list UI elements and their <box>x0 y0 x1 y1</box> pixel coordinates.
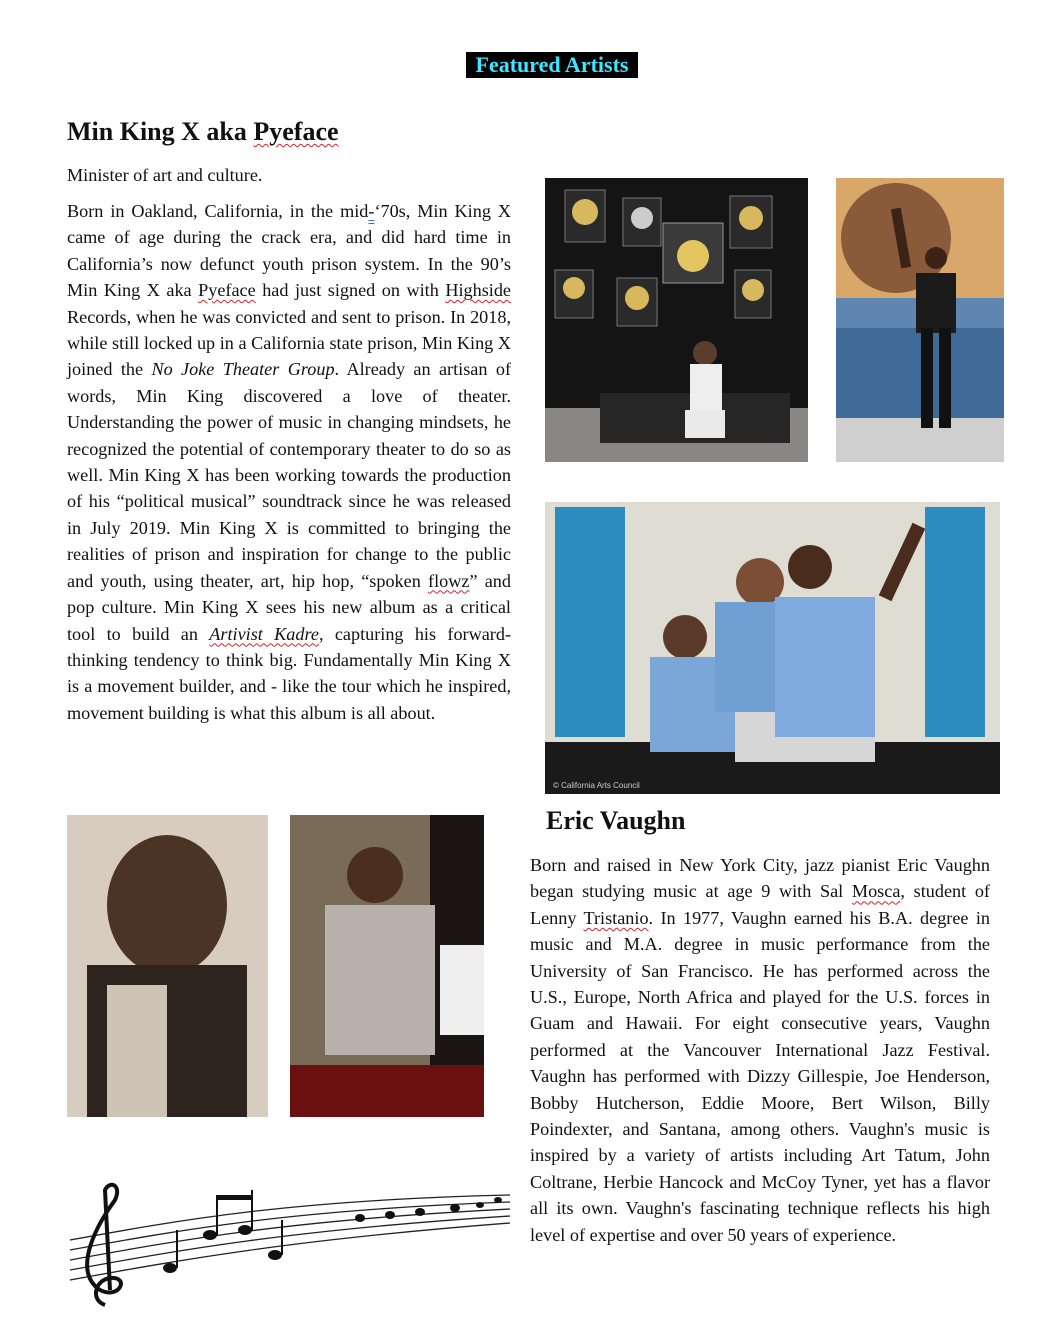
photo-credit: © California Arts Council <box>553 781 640 790</box>
photo-pianist-portrait <box>67 815 268 1117</box>
bio-text: ‘70s, Min King X came of age during the crack era, and did hard time in California’s now defunct youth prison system. In the 90’s Min King X aka <box>67 201 512 301</box>
kadre-name: Artivist Kadre <box>209 623 319 644</box>
photo-studio-records <box>545 178 808 462</box>
artist-bio <box>67 198 511 726</box>
music-notes-graphic <box>60 1160 520 1310</box>
artist-alias: Pyeface <box>253 117 339 146</box>
bio-text: Tristanio <box>583 907 649 928</box>
theater-group-name: No Joke Theater Group <box>151 359 335 380</box>
bio-text: Born and raised in New York City, jazz pianist Eric Vaughn began studying music at age 9 with Sal <box>530 855 990 902</box>
bio-text: Mosca <box>851 881 901 902</box>
artist-tagline: Minister of art and culture. <box>67 165 263 185</box>
bio-text: Born in Oakland, California, in the mid <box>67 201 369 221</box>
photo-group-theater <box>545 502 1000 794</box>
bio-text: , capturing his forward-thinking tendency to think big. Fundamentally Min King X is a movement builder, and - like the tour which he inspired, movement building is what this album is all about. <box>67 623 512 723</box>
artist-name-prefix: Min King X aka <box>67 117 254 146</box>
bio-text: ” and pop culture. Min King X sees his new album as a critical tool to build an <box>67 570 511 644</box>
bio-text: had just signed on with <box>255 280 446 301</box>
page-banner: Featured Artists <box>466 52 638 78</box>
bio-text: . In 1977, Vaughn earned his B.A. degree in music and M.A. degree in music performance from the University of San Francisco. He has performed across the U.S., Europe, North Africa and played for the U.S. forces in Guam and Hawaii. For eight consecutive years, Vaughn performed at the Vancouver International Jazz Festival. Vaughn has performed with Dizzy Gillespie, Joe Henderson, Bobby Hutcherson, Eddie Moore, Bert Wilson, Billy Poindexter, and Santana, among others. Vaughn's music is inspired by a variety of artists including Art Tatum, John Coltrane, Herbie Hancock and McCoy Tyner, yet has a flavor all its own. Vaughn's fascinating technique reflects his high level of expertise and over 50 years of experience. <box>530 907 990 1245</box>
bio-text: . Already an artisan of words, Min King discovered a love of theater. Understanding the power of music in changing mindsets, he recognized the potential of contemporary theater to do so as well. Min King X has been working towards the production of his “political musical” soundtrack since he was released in July 2019. Min King X is committed to bringing the realities of prison and inspiration for change to the public and youth, using theater, art, hip hop, “spoken <box>67 359 511 591</box>
artist2-name-heading: Eric Vaughn <box>546 806 686 835</box>
bio-text: flowz <box>428 570 470 591</box>
artist-name-heading <box>67 117 339 147</box>
photo-mural-fist <box>836 178 1004 462</box>
bio-text: , student of Lenny <box>530 881 990 928</box>
bio-text: Highside <box>445 280 511 301</box>
bio-text: Pyeface <box>198 280 256 301</box>
photo-pianist-suit <box>290 815 484 1117</box>
bio-text: Records, when he was convicted and sent to prison. In 2018, while still locked up in a California state prison, Min King X joined the <box>67 306 511 380</box>
bio-text: - <box>368 201 375 221</box>
artist2-bio <box>530 852 990 1248</box>
treble-clef-icon <box>87 1185 121 1305</box>
